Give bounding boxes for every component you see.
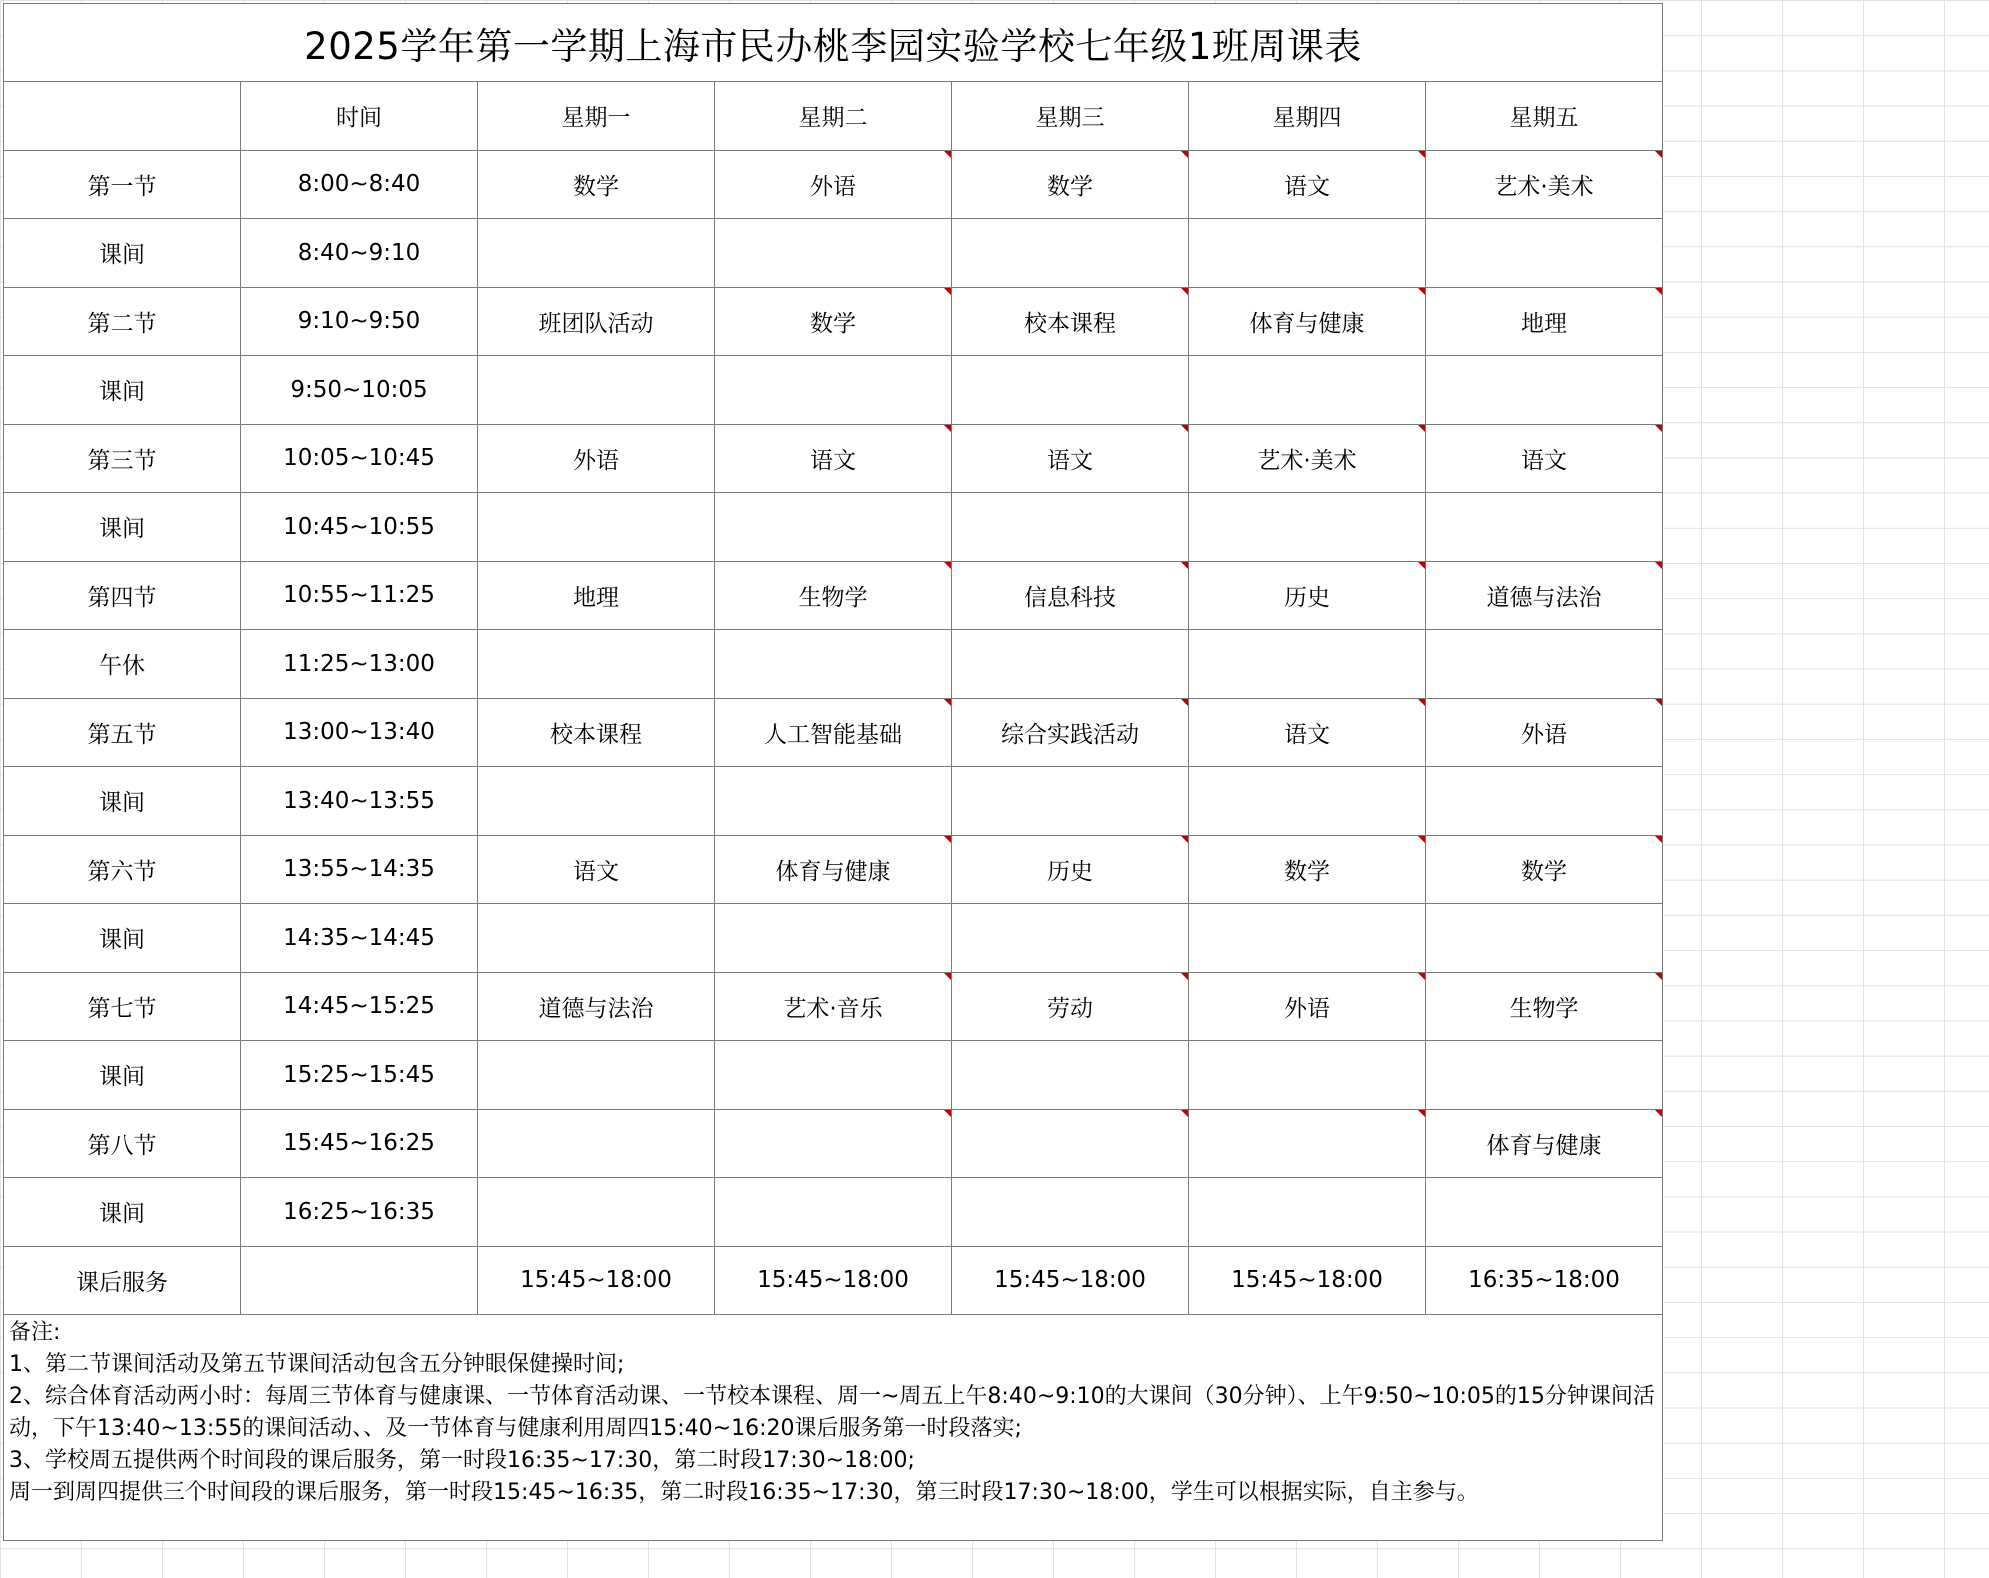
note-line: 周一到周四提供三个时间段的课后服务，第一时段15:45~16:35，第二时段16:35~17:30，第三时段17:30~18:00，学生可以根据实际，自主参与。	[9, 1480, 1479, 1505]
subject-cell-friday[interactable]	[1426, 1041, 1663, 1110]
subject-cell-friday[interactable]: 16:35~18:00	[1426, 1246, 1663, 1315]
note-line: 备注:	[9, 1320, 61, 1345]
subject-cell-tuesday[interactable]: 体育与健康	[715, 835, 952, 904]
period-label-cell[interactable]: 第六节	[4, 835, 241, 904]
period-label-cell[interactable]: 课间	[4, 356, 241, 425]
schedule-row	[4, 904, 1663, 973]
subject-cell-friday[interactable]	[1426, 356, 1663, 425]
subject-cell-wednesday[interactable]: 信息科技	[952, 561, 1189, 630]
subject-cell-monday[interactable]: 地理	[478, 561, 715, 630]
subject-cell-wednesday[interactable]	[952, 1109, 1189, 1178]
subject-cell-friday[interactable]	[1426, 1178, 1663, 1247]
subject-cell-wednesday[interactable]: 语文	[952, 424, 1189, 493]
period-time-cell[interactable]: 11:25~13:00	[241, 630, 478, 699]
subject-cell-friday[interactable]: 道德与法治	[1426, 561, 1663, 630]
weekly-schedule-table	[3, 3, 1663, 1541]
subject-cell-monday[interactable]	[478, 1041, 715, 1110]
subject-cell-thursday[interactable]: 历史	[1189, 561, 1426, 630]
schedule-row	[4, 561, 1663, 630]
subject-cell-monday[interactable]	[478, 767, 715, 836]
subject-cell-tuesday[interactable]	[715, 630, 952, 699]
subject-cell-tuesday[interactable]: 艺术·音乐	[715, 972, 952, 1041]
notes-cell[interactable]	[4, 1315, 1663, 1541]
subject-cell-wednesday[interactable]: 校本课程	[952, 287, 1189, 356]
subject-cell-friday[interactable]: 艺术·美术	[1426, 150, 1663, 219]
subject-cell-monday[interactable]: 数学	[478, 150, 715, 219]
subject-cell-monday[interactable]	[478, 1109, 715, 1178]
period-label-cell[interactable]: 课间	[4, 904, 241, 973]
subject-cell-thursday[interactable]	[1189, 767, 1426, 836]
subject-cell-wednesday[interactable]: 劳动	[952, 972, 1189, 1041]
period-label-cell[interactable]: 第八节	[4, 1109, 241, 1178]
subject-cell-tuesday[interactable]	[715, 904, 952, 973]
period-label-cell[interactable]: 课后服务	[4, 1246, 241, 1315]
subject-cell-thursday[interactable]	[1189, 1041, 1426, 1110]
period-time-cell[interactable]: 13:40~13:55	[241, 767, 478, 836]
period-time-cell[interactable]: 10:45~10:55	[241, 493, 478, 562]
subject-cell-thursday[interactable]	[1189, 1109, 1426, 1178]
subject-cell-monday[interactable]: 校本课程	[478, 698, 715, 767]
subject-cell-friday[interactable]	[1426, 767, 1663, 836]
notes-row	[4, 1315, 1663, 1541]
period-label-cell[interactable]: 课间	[4, 1178, 241, 1247]
subject-cell-tuesday[interactable]: 语文	[715, 424, 952, 493]
subject-cell-thursday[interactable]: 数学	[1189, 835, 1426, 904]
period-label-cell[interactable]: 课间	[4, 1041, 241, 1110]
subject-cell-monday[interactable]	[478, 904, 715, 973]
subject-cell-thursday[interactable]	[1189, 630, 1426, 699]
header-day-wednesday[interactable]: 星期三	[952, 82, 1189, 151]
subject-cell-monday[interactable]	[478, 356, 715, 425]
subject-cell-tuesday[interactable]	[715, 1041, 952, 1110]
period-label-cell[interactable]: 课间	[4, 493, 241, 562]
subject-cell-wednesday[interactable]	[952, 767, 1189, 836]
subject-cell-thursday[interactable]: 体育与健康	[1189, 287, 1426, 356]
header-day-monday[interactable]: 星期一	[478, 82, 715, 151]
subject-cell-wednesday[interactable]	[952, 1178, 1189, 1247]
subject-cell-monday[interactable]	[478, 219, 715, 288]
header-blank-cell[interactable]	[4, 82, 241, 151]
header-day-thursday[interactable]: 星期四	[1189, 82, 1426, 151]
schedule-row	[4, 972, 1663, 1041]
schedule-row	[4, 835, 1663, 904]
schedule-row	[4, 1109, 1663, 1178]
subject-cell-friday[interactable]: 生物学	[1426, 972, 1663, 1041]
subject-cell-friday[interactable]: 数学	[1426, 835, 1663, 904]
note-line: 1、第二节课间活动及第五节课间活动包含五分钟眼保健操时间;	[9, 1352, 625, 1377]
period-time-cell[interactable]	[241, 1246, 478, 1315]
schedule-row	[4, 698, 1663, 767]
subject-cell-wednesday[interactable]: 15:45~18:00	[952, 1246, 1189, 1315]
period-time-cell[interactable]: 8:40~9:10	[241, 219, 478, 288]
period-time-cell[interactable]: 15:45~16:25	[241, 1109, 478, 1178]
subject-cell-tuesday[interactable]: 生物学	[715, 561, 952, 630]
subject-cell-wednesday[interactable]: 数学	[952, 150, 1189, 219]
subject-cell-tuesday[interactable]	[715, 1178, 952, 1247]
period-label-cell[interactable]: 课间	[4, 767, 241, 836]
subject-cell-thursday[interactable]: 语文	[1189, 150, 1426, 219]
period-time-cell[interactable]: 14:45~15:25	[241, 972, 478, 1041]
subject-cell-tuesday[interactable]	[715, 1109, 952, 1178]
subject-cell-tuesday[interactable]: 人工智能基础	[715, 698, 952, 767]
schedule-row	[4, 219, 1663, 288]
schedule-row	[4, 1041, 1663, 1110]
period-time-cell[interactable]: 16:25~16:35	[241, 1178, 478, 1247]
period-label-cell[interactable]: 午休	[4, 630, 241, 699]
period-time-cell[interactable]: 13:00~13:40	[241, 698, 478, 767]
schedule-row	[4, 356, 1663, 425]
subject-cell-tuesday[interactable]	[715, 356, 952, 425]
subject-cell-tuesday[interactable]: 数学	[715, 287, 952, 356]
subject-cell-tuesday[interactable]: 外语	[715, 150, 952, 219]
subject-cell-tuesday[interactable]	[715, 493, 952, 562]
period-time-cell[interactable]: 10:55~11:25	[241, 561, 478, 630]
subject-cell-monday[interactable]: 道德与法治	[478, 972, 715, 1041]
schedule-row	[4, 1178, 1663, 1247]
schedule-row	[4, 630, 1663, 699]
subject-cell-monday[interactable]: 15:45~18:00	[478, 1246, 715, 1315]
subject-cell-friday[interactable]: 地理	[1426, 287, 1663, 356]
subject-cell-wednesday[interactable]: 综合实践活动	[952, 698, 1189, 767]
header-row	[4, 82, 1663, 151]
schedule-row	[4, 767, 1663, 836]
subject-cell-monday[interactable]: 班团队活动	[478, 287, 715, 356]
subject-cell-friday[interactable]: 体育与健康	[1426, 1109, 1663, 1178]
subject-cell-tuesday[interactable]	[715, 219, 952, 288]
note-line: 3、学校周五提供两个时间段的课后服务，第一时段16:35~17:30，第二时段17:30~18:00;	[9, 1448, 915, 1473]
subject-cell-friday[interactable]	[1426, 630, 1663, 699]
period-time-cell[interactable]: 8:00~8:40	[241, 150, 478, 219]
title-row	[4, 4, 1663, 82]
schedule-row	[4, 150, 1663, 219]
subject-cell-wednesday[interactable]	[952, 1041, 1189, 1110]
subject-cell-wednesday[interactable]: 历史	[952, 835, 1189, 904]
note-line: 2、综合体育活动两小时：每周三节体育与健康课、一节体育活动课、一节校本课程、周一~周五上午8:40~9:10的大课间（30分钟）、上午9:50~10:05的15分钟课间活动，下午13:40~13:55的课间活动、、及一节体育与健康利用周四15:40~16:20课后服务第一时段落实;	[9, 1384, 1655, 1441]
subject-cell-wednesday[interactable]	[952, 219, 1189, 288]
period-label-cell[interactable]: 第三节	[4, 424, 241, 493]
subject-cell-thursday[interactable]	[1189, 356, 1426, 425]
subject-cell-wednesday[interactable]	[952, 630, 1189, 699]
subject-cell-thursday[interactable]: 外语	[1189, 972, 1426, 1041]
subject-cell-wednesday[interactable]	[952, 904, 1189, 973]
subject-cell-monday[interactable]	[478, 1178, 715, 1247]
subject-cell-wednesday[interactable]	[952, 493, 1189, 562]
schedule-title[interactable]: 2025学年第一学期上海市民办桃李园实验学校七年级1班周课表	[4, 4, 1663, 82]
schedule-row	[4, 287, 1663, 356]
period-time-cell[interactable]: 14:35~14:45	[241, 904, 478, 973]
period-label-cell[interactable]: 第五节	[4, 698, 241, 767]
subject-cell-monday[interactable]	[478, 630, 715, 699]
header-time-cell[interactable]: 时间	[241, 82, 478, 151]
subject-cell-thursday[interactable]	[1189, 904, 1426, 973]
subject-cell-thursday[interactable]	[1189, 219, 1426, 288]
period-time-cell[interactable]: 9:50~10:05	[241, 356, 478, 425]
subject-cell-tuesday[interactable]	[715, 767, 952, 836]
subject-cell-friday[interactable]: 外语	[1426, 698, 1663, 767]
subject-cell-wednesday[interactable]	[952, 356, 1189, 425]
period-label-cell[interactable]: 第七节	[4, 972, 241, 1041]
period-label-cell[interactable]: 课间	[4, 219, 241, 288]
schedule-row	[4, 1246, 1663, 1315]
period-label-cell[interactable]: 第一节	[4, 150, 241, 219]
subject-cell-friday[interactable]	[1426, 904, 1663, 973]
subject-cell-friday[interactable]	[1426, 493, 1663, 562]
period-time-cell[interactable]: 15:25~15:45	[241, 1041, 478, 1110]
subject-cell-tuesday[interactable]: 15:45~18:00	[715, 1246, 952, 1315]
subject-cell-friday[interactable]: 语文	[1426, 424, 1663, 493]
subject-cell-monday[interactable]: 语文	[478, 835, 715, 904]
schedule-row	[4, 424, 1663, 493]
subject-cell-monday[interactable]: 外语	[478, 424, 715, 493]
period-time-cell[interactable]: 13:55~14:35	[241, 835, 478, 904]
header-day-tuesday[interactable]: 星期二	[715, 82, 952, 151]
period-label-cell[interactable]: 第二节	[4, 287, 241, 356]
subject-cell-friday[interactable]	[1426, 219, 1663, 288]
header-day-friday[interactable]: 星期五	[1426, 82, 1663, 151]
subject-cell-thursday[interactable]: 艺术·美术	[1189, 424, 1426, 493]
subject-cell-thursday[interactable]: 15:45~18:00	[1189, 1246, 1426, 1315]
subject-cell-thursday[interactable]	[1189, 1178, 1426, 1247]
period-label-cell[interactable]: 第四节	[4, 561, 241, 630]
period-time-cell[interactable]: 10:05~10:45	[241, 424, 478, 493]
period-time-cell[interactable]: 9:10~9:50	[241, 287, 478, 356]
subject-cell-thursday[interactable]: 语文	[1189, 698, 1426, 767]
schedule-row	[4, 493, 1663, 562]
subject-cell-thursday[interactable]	[1189, 493, 1426, 562]
subject-cell-monday[interactable]	[478, 493, 715, 562]
